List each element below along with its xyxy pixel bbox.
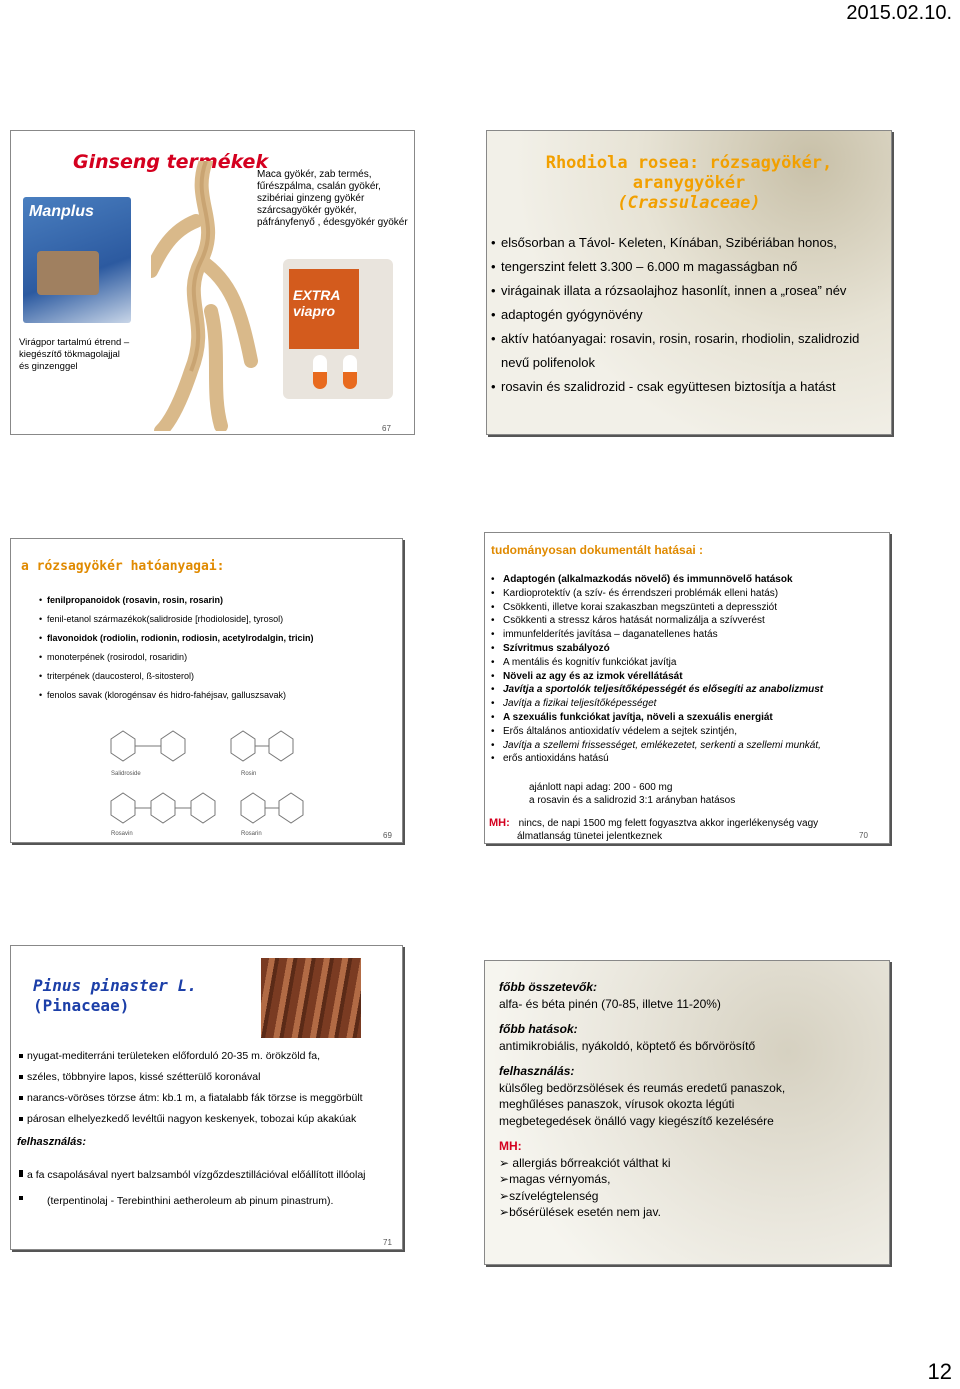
slide-pinus-uses — [484, 960, 890, 1265]
list-item: • Javítja a fizikai teljesítőképességet — [485, 697, 823, 711]
list-item: • A mentális és kognitív funkciókat javítja — [485, 656, 823, 670]
chemical-structures-image — [91, 709, 331, 839]
list-item: ➢magas vérnyomás, — [499, 1172, 611, 1186]
slide-title: a rózsagyökér hatóanyagai: — [21, 559, 225, 574]
list-item: párosan elhelyezkedő levéltűi nagyon keskenyek, tobozai kúp akakúak — [19, 1109, 363, 1130]
slide-effects — [484, 532, 890, 844]
arrow-icon: ➢ — [499, 1205, 510, 1219]
ingredient-line: páfrányfenyő , édesgyökér gyökér — [257, 217, 408, 228]
slide-number: 71 — [383, 1238, 392, 1247]
dosage-note: ajánlott napi adag: 200 - 600 mg a rosavin és a salidrozid 3:1 arányban hatásos — [529, 782, 736, 806]
list-item: • A szexuális funkciókat javítja, növeli a szexuális energiát — [485, 711, 823, 725]
list-item: • aktív hatóanyagai: rosavin, rosin, rosarin, rhodiolin, szalidrozid — [487, 327, 859, 351]
bullet-icon — [19, 1173, 23, 1177]
list-item: • monoterpének (rosirodol, rosaridin) — [41, 648, 314, 667]
page-number: 12 — [927, 1359, 952, 1384]
list-item: • Javítja a sportolók teljesítőképességét és elősegíti az anabolizmust — [485, 683, 823, 697]
pine-bark-image — [261, 958, 361, 1038]
section-heading: főbb összetevők: — [499, 980, 598, 994]
list-item: • virágainak illata a rózsaolajhoz hasonlít, innen a „rosea” név — [487, 279, 859, 303]
list-item: széles, többnyire lapos, kissé szétterülő koronával — [19, 1067, 363, 1088]
list-item: • Csökkenti, illetve korai szakaszban megszünteti a depressziót — [485, 601, 823, 615]
list-item: ➢ allergiás bőrreakciót válthat ki — [499, 1155, 671, 1170]
manplus-box-image — [23, 197, 131, 323]
uses-content: főbb összetevők: alfa- és béta pinén (70-85, illetve 11-20%) főbb hatások: antimikrobiális, nyákoldó, köptető és bőrvörösítő felhasználás: külsőleg bedörzsölések és reumás eredetű panaszok, meghűléses panaszok, vírusok okozta légúti megbetegedések önálló vagy kiegészítő kezelésére MH: ➢ allergiás bőrreakciót válthat ki ➢magas vérnyomás, ➢szívelégtelenség ➢bősérülések esetén nem jav. — [499, 980, 786, 1219]
list-item: • Növeli az agy és az izmok vérellátását — [485, 670, 823, 684]
list-item: • triterpének (daucosterol, ß-sitosterol) — [41, 667, 314, 686]
header-date: 2015.02.10. — [846, 2, 952, 24]
viapro-pack-image — [283, 259, 393, 399]
bullet-list — [487, 231, 859, 399]
list-item: ➢bősérülések esetén nem jav. — [499, 1205, 661, 1219]
list-item: • fenilpropanoidok (rosavin, rosin, rosarin) — [41, 591, 314, 610]
list-item: • rosavin és szalidrozid - csak együttesen biztosítja a hatást — [487, 375, 859, 399]
chem-label: Rosarin — [241, 831, 262, 837]
list-item: nevű polifenolok — [501, 355, 595, 370]
list-item: • fenolos savak (klorogénsav és hidro-fahéjsav, galluszsavak) — [41, 686, 314, 705]
chem-label: Rosavin — [111, 831, 133, 837]
slide-number: 67 — [382, 424, 391, 433]
slide-pinus — [10, 945, 403, 1250]
list-item: nyugat-mediterráni területeken előforduló 20-35 m. örökzöld fa, — [19, 1046, 363, 1067]
section-heading: főbb hatások: — [499, 1022, 578, 1036]
effects-list — [485, 573, 823, 766]
slide-number: 70 — [859, 831, 868, 840]
description-list — [19, 1046, 363, 1130]
arrow-icon: ➢ — [499, 1188, 510, 1203]
ingredient-list — [257, 169, 415, 229]
slide-ginseng — [10, 130, 415, 435]
arrow-icon: ➢ — [499, 1172, 510, 1186]
ingredient-line: szárcsagyökér gyökér, — [257, 205, 357, 216]
mh-label: MH: — [489, 817, 510, 829]
list-item: • Adaptogén (alkalmazkodás növelő) és immunnövelő hatások — [485, 573, 823, 587]
slide-rhodiola — [486, 130, 892, 435]
use-heading: felhasználás: — [17, 1136, 87, 1148]
list-item: • fenil-etanol származékok(salidroside [rhodioloside], tyrosol) — [41, 610, 314, 629]
list-item: • Kardioprotektív (a szív- és érrendszeri problémák elleni hatás) — [485, 587, 823, 601]
ingredient-list — [41, 591, 314, 705]
side-effects-note: MH: nincs, de napi 1500 mg felett fogyasztva akkor ingerlékenység vagy álmatlanság tünetei jelentkeznek — [489, 817, 819, 842]
slide-title: Pinus pinaster L. (Pinaceae) — [33, 976, 197, 1015]
list-item: narancs-vöröses törzse átm: kb.1 m, a fiatalabb fák törzse is meggörbült — [19, 1088, 363, 1109]
use-list — [19, 1162, 366, 1214]
list-item: ➢szívelégtelenség — [499, 1188, 599, 1203]
ingredient-line: szibériai ginzeng gyökér — [257, 193, 365, 204]
product-caption: Virágpor tartalmú étrend – kiegészítő tökmagolajjal és ginzenggel — [19, 337, 130, 372]
list-item: • flavonoidok (rodiolin, rodionin, rodiosin, acetylrodalgin, tricin) — [41, 629, 314, 648]
list-item: • Szívritmus szabályozó — [485, 642, 823, 656]
product-brand: Manplus — [29, 203, 94, 220]
slide-active-ingredients — [10, 538, 403, 843]
slide-title: Rhodiola rosea: rózsagyökér, aranygyökér (Crassulaceae) — [545, 153, 833, 213]
capsule — [313, 355, 327, 389]
product-photo — [37, 251, 99, 295]
list-item: • erős antioxidáns hatású — [485, 752, 823, 766]
section-heading: felhasználás: — [499, 1064, 575, 1078]
chem-label: Salidroside — [111, 771, 141, 777]
list-item: • Javítja a szellemi frissességet, emlékezetet, serkenti a szellemi munkát, — [485, 739, 823, 753]
slide-title: Ginseng termékek — [73, 151, 269, 173]
slide-number: 69 — [383, 831, 392, 840]
capsule — [343, 355, 357, 389]
list-item: (terpentinolaj - Terebinthini aetheroleum ab pinum pinastrum). — [19, 1188, 366, 1214]
ingredient-line: fűrészpálma, csalán gyökér, — [257, 181, 381, 192]
pack-label: EXTRA viapro — [289, 269, 359, 349]
list-item: • Erős általános antioxidatív védelem a sejtek szintjén, — [485, 725, 823, 739]
list-item: • adaptogén gyógynövény — [487, 303, 859, 327]
list-item: • elsősorban a Távol- Keleten, Kínában, Szibériában honos, — [487, 231, 859, 255]
ingredient-line: Maca gyökér, zab termés, — [257, 169, 372, 180]
ginseng-root-image — [151, 161, 261, 431]
list-item: • Csökkenti a stressz káros hatását normalizálja a szívverést — [485, 614, 823, 628]
list-item: • immunfelderítés javítása – daganatellenes hatás — [485, 628, 823, 642]
mh-label: MH: — [499, 1139, 522, 1153]
list-item: a fa csapolásával nyert balzsamból vízgőzdesztillációval előállított illóolaj — [19, 1162, 366, 1188]
chem-label: Rosin — [241, 771, 257, 777]
arrow-icon: ➢ — [499, 1155, 510, 1170]
slide-title: tudományosan dokumentált hatásai : — [491, 543, 704, 557]
list-item: • tengerszint felett 3.300 – 6.000 m magasságban nő — [487, 255, 859, 279]
